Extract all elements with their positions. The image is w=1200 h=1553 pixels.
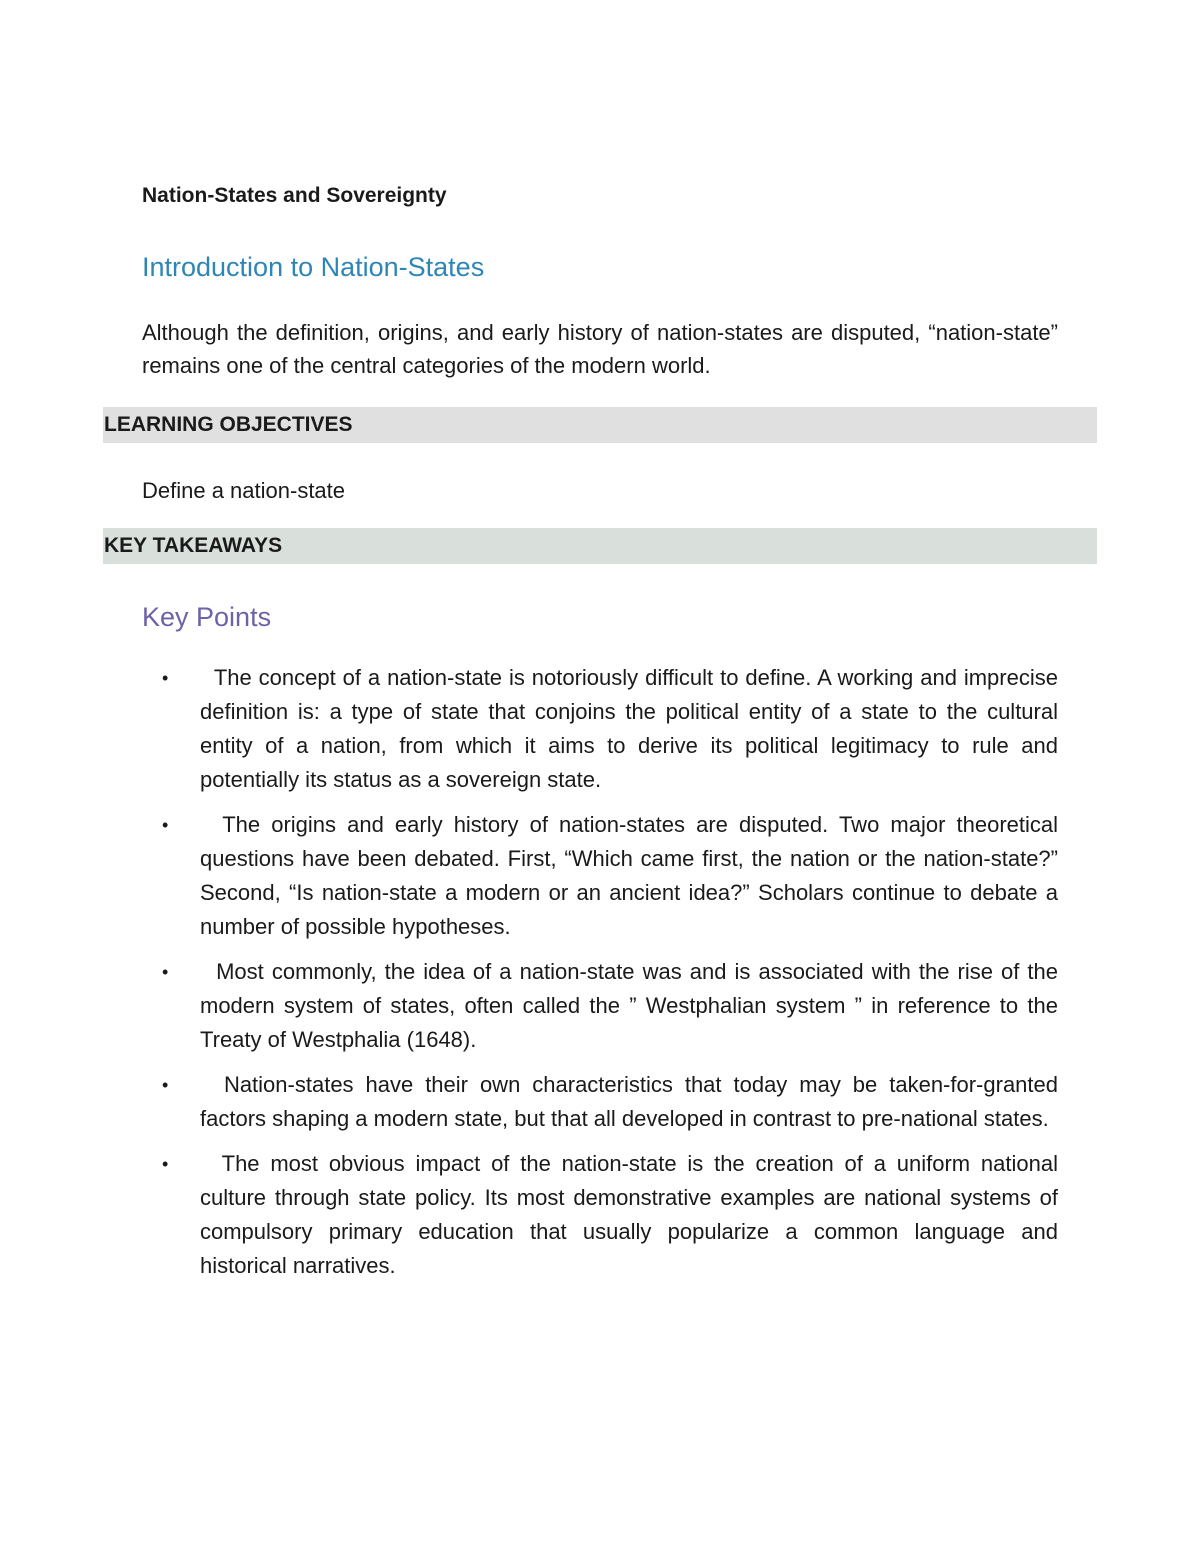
key-point-text: The concept of a nation-state is notoriously difficult to define. A working and imprecise definition is: a type of state that conjoins the political entity of a state to the cultural entity of a nation, from which it aims to derive its political legitimacy to rule and potentially its status as a sovereign state. [200, 665, 1058, 792]
key-point-item [162, 1147, 1058, 1283]
learning-objective: Define a nation-state [142, 478, 346, 503]
key-points-heading: Key Points [142, 602, 272, 632]
key-point-item [162, 661, 1058, 797]
key-point-text: The most obvious impact of the nation-state is the creation of a uniform national culture through state policy. Its most demonstrative examples are national systems of compulsory primary education that usually popularize a common language and historical narratives. [200, 1151, 1058, 1278]
bullet-icon: • [162, 1075, 169, 1095]
key-takeaways-band: KEY TAKEAWAYS [103, 528, 1097, 564]
key-point-item [162, 955, 1058, 1057]
key-point-item [162, 1068, 1058, 1136]
key-point-text: Most commonly, the idea of a nation-state was and is associated with the rise of the modern system of states, often called the ” Westphalian system ” in reference to the Treaty of Westphalia (1648). [200, 959, 1058, 1052]
bullet-icon: • [162, 962, 169, 982]
intro-heading: Introduction to Nation-States [142, 252, 485, 282]
document-title: Nation-States and Sovereignty [142, 184, 447, 207]
bullet-icon: • [162, 668, 169, 688]
key-point-text: The origins and early history of nation-states are disputed. Two major theoretical questions have been debated. First, “Which came first, the nation or the nation-state?” Second, “Is nation-state a modern or an ancient idea?” Scholars continue to debate a number of possible hypotheses. [200, 812, 1059, 939]
learning-objectives-band: LEARNING OBJECTIVES [103, 407, 1097, 443]
key-point-item [162, 808, 1058, 944]
key-points-list [162, 661, 1058, 1294]
bullet-icon: • [162, 815, 169, 835]
intro-paragraph: Although the definition, origins, and early history of nation-states are disputed, “nation-state” remains one of the central categories of the modern world. [142, 320, 1058, 378]
key-point-text: Nation-states have their own characteristics that today may be taken-for-granted factors shaping a modern state, but that all developed in contrast to pre-national states. [200, 1072, 1058, 1131]
bullet-icon: • [162, 1154, 169, 1174]
